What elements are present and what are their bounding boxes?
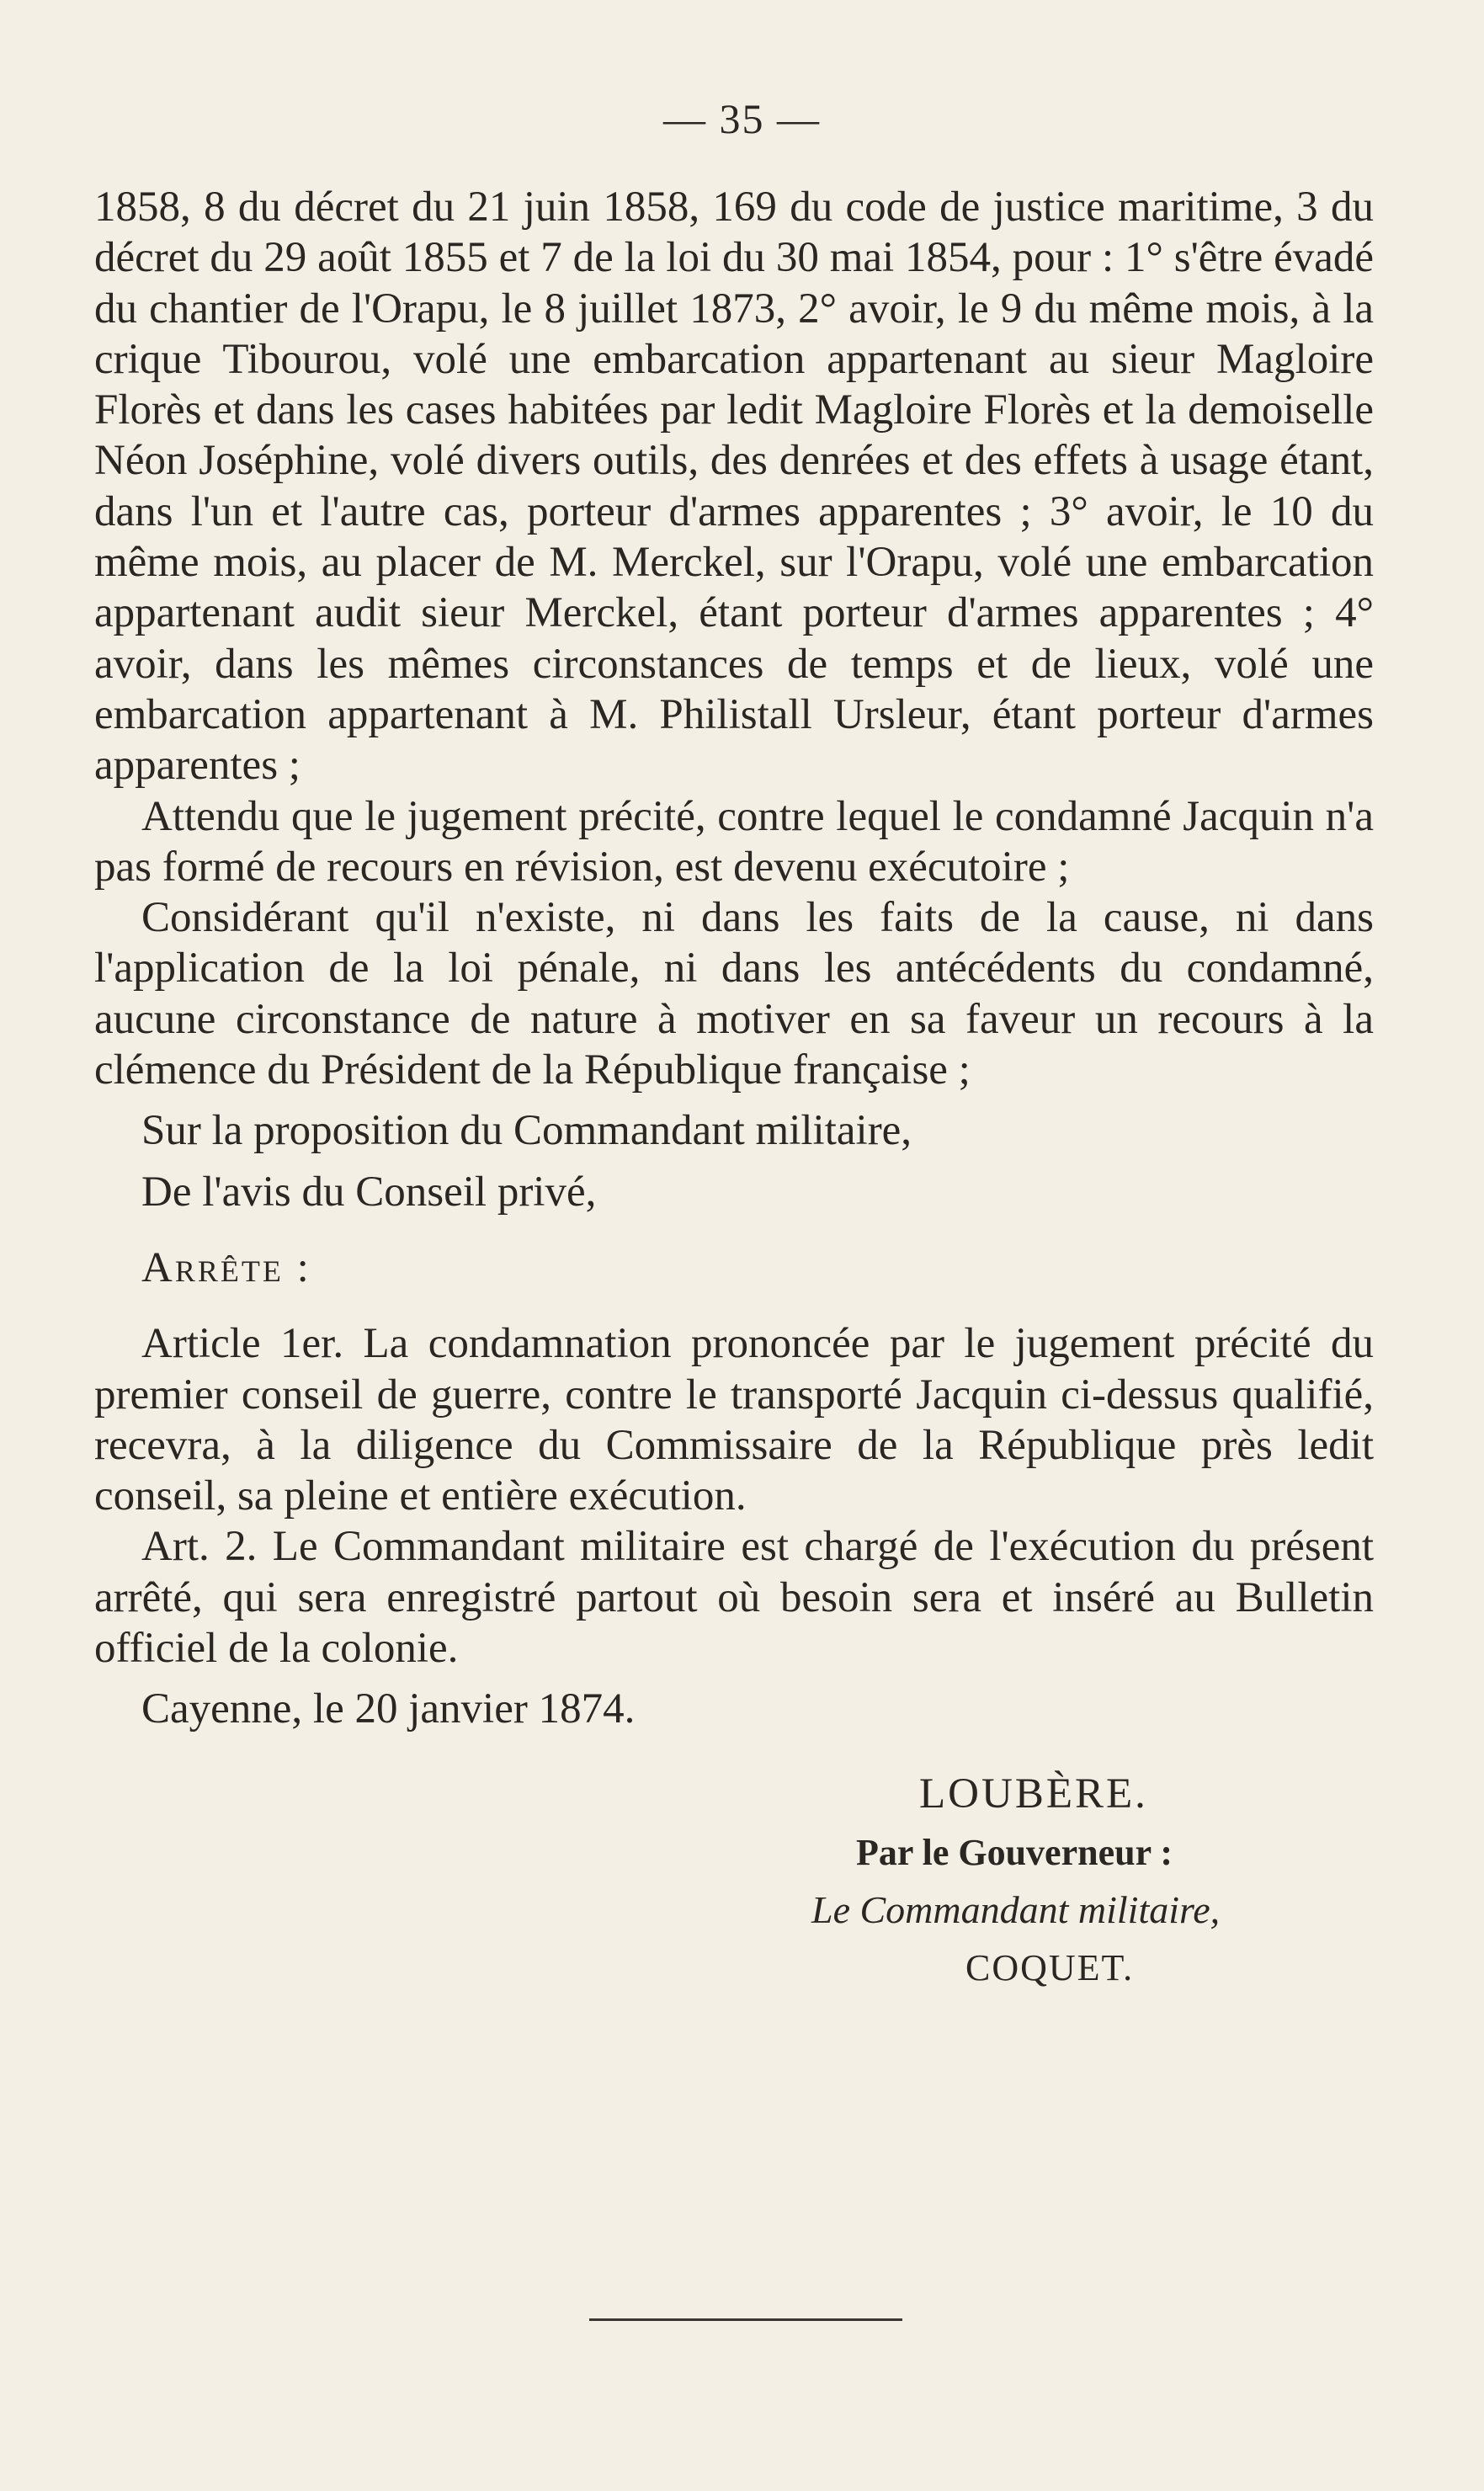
paragraph-article-2: Art. 2. Le Commandant militaire est chargé de l'exécution du présent arrêté, qui sera enregistré partout où besoin sera et inséré au Bulletin officiel de la colonie.	[94, 1523, 1374, 1673]
paragraph-arrete: Arrête :	[141, 1243, 311, 1291]
paragraph-continuation: 1858, 8 du décret du 21 juin 1858, 169 du code de justice maritime, 3 du décret du 29 août 1855 et 7 de la loi du 30 mai 1854, pour : 1° s'être évadé du chantier de l'Orapu, le 8 juillet 1873, 2° avoir, le 9 du même mois, à la crique Tibourou, volé une embarcation appartenant au sieur Magloire Florès et dans les cases habitées par ledit Magloire Florès et la demoiselle Néon Joséphine, volé divers outils, des denrées et des effets à usage étant, dans l'un et l'autre cas, porteur d'armes apparentes ; 3° avoir, le 10 du même mois, au placer de M. Merckel, sur l'Orapu, volé une embarcation appartenant audit sieur Merckel, étant porteur d'armes apparentes ; 4° avoir, dans les mêmes circonstances de temps et de lieux, volé une embarcation appartenant à M. Philistall Ursleur, étant porteur d'armes apparentes ;	[94, 184, 1374, 790]
document-body	[94, 182, 1374, 1993]
paragraph-avis: De l'avis du Conseil privé,	[141, 1168, 597, 1216]
paragraph-considerant: Considérant qu'il n'existe, ni dans les faits de la cause, ni dans l'application de la loi pénale, ni dans les antécédents du condamné, aucune circonstance de nature à motiver en sa faveur un recours à la clémence du Président de la République française ;	[94, 894, 1374, 1094]
signature-role: Le Commandant militaire,	[811, 1888, 1221, 1932]
signature-name: LOUBÈRE.	[919, 1770, 1148, 1818]
signature-by: Par le Gouverneur :	[856, 1831, 1173, 1873]
signature-name-2: COQUET.	[965, 1946, 1135, 1988]
paragraph-proposition: Sur la proposition du Commandant militaire,	[141, 1107, 912, 1155]
signature-block	[94, 1769, 1374, 1993]
page-number: — 35 —	[663, 95, 821, 142]
paragraph-article-1: Article 1er. La condamnation prononcée par le jugement précité du premier conseil de guerre, contre le transporté Jacquin ci-dessus qualifié, recevra, à la diligence du Commissaire de la République près ledit conseil, sa pleine et entière exécution.	[94, 1320, 1374, 1520]
paragraph-attendu: Attendu que le jugement précité, contre lequel le condamné Jacquin n'a pas formé de recours en révision, est devenu exécutoire ;	[94, 792, 1374, 891]
closing-rule	[589, 2318, 902, 2321]
paragraph-date: Cayenne, le 20 janvier 1874.	[141, 1685, 636, 1733]
